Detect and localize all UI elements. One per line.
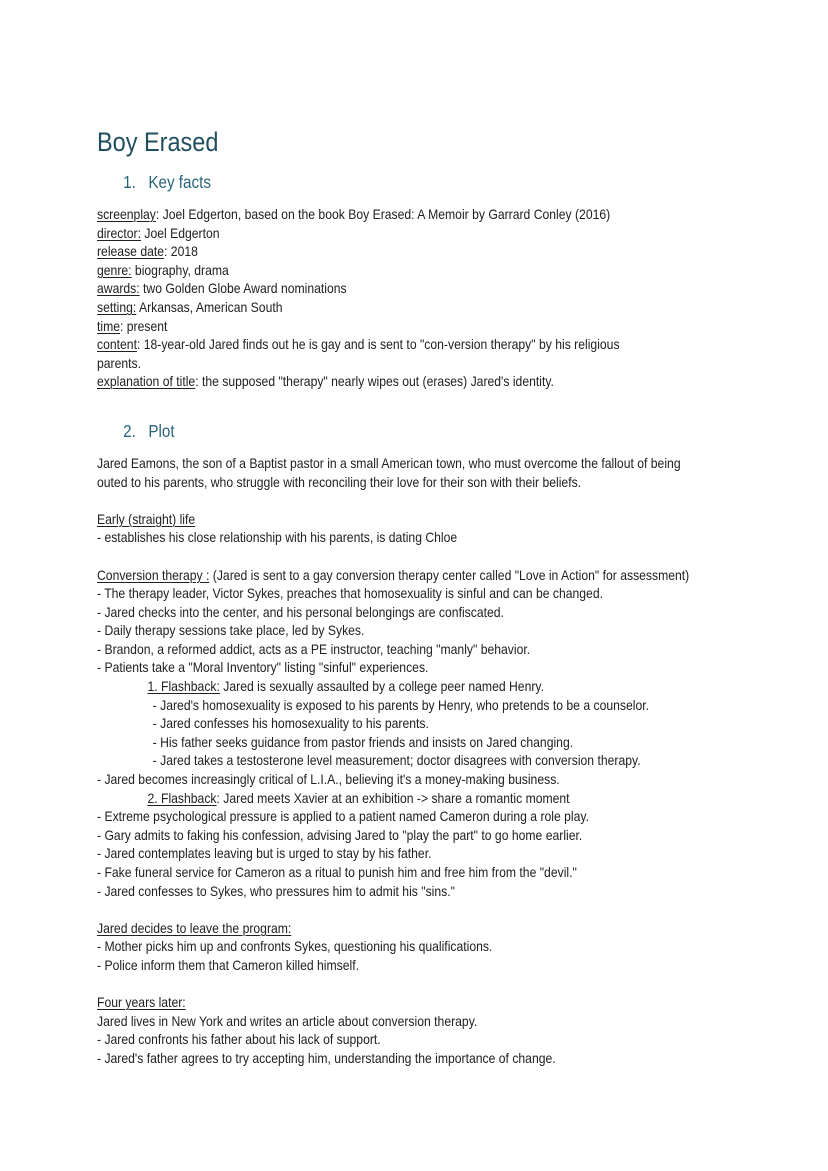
blank-line	[97, 547, 711, 566]
section	[97, 171, 711, 391]
doc-line: director: Joel Edgerton	[97, 224, 220, 241]
doc-line: 1. Flashback: Jared is sexually assaulted by a college peer named Henry.	[147, 678, 544, 695]
doc-line: setting: Arkansas, American South	[97, 298, 283, 315]
section-body	[97, 205, 711, 391]
doc-line: - The therapy leader, Victor Sykes, preaches that homosexuality is sinful and can be changed.	[97, 585, 604, 602]
doc-line: - Gary admits to faking his confession, advising Jared to "play the part" to go home earlier.	[97, 826, 583, 843]
doc-line: - Jared takes a testosterone level measurement; doctor disagrees with conversion therapy.	[152, 752, 641, 769]
doc-line: awards: two Golden Globe Award nominations	[97, 280, 347, 297]
doc-line: - Jared confesses his homosexuality to his parents.	[152, 715, 429, 732]
doc-line: content: 18-year-old Jared finds out he is gay and is sent to "con-version therapy" by his religious	[97, 336, 620, 353]
underlined-label: time	[97, 317, 121, 334]
doc-line: parents.	[97, 354, 142, 371]
doc-line: time: present	[97, 317, 168, 334]
underlined-label: release date	[97, 243, 165, 260]
doc-line	[97, 993, 711, 1012]
doc-line: - Extreme psychological pressure is applied to a patient named Cameron during a role play.	[97, 808, 589, 825]
doc-line: - Jared contemplates leaving but is urged to stay by his father.	[97, 845, 432, 862]
underlined-label: Early (straight) life	[97, 510, 196, 527]
section-number: 1.	[123, 172, 136, 192]
doc-line: - Jared checks into the center, and his personal belongings are confiscated.	[97, 603, 504, 620]
underlined-label: 2. Flashback	[147, 789, 217, 806]
section-number: 2.	[123, 420, 136, 441]
blank-line	[97, 900, 711, 919]
doc-line: - Mother picks him up and confronts Sykes, questioning his qualifications.	[97, 938, 493, 955]
doc-line: - Daily therapy sessions take place, led by Sykes.	[97, 622, 365, 639]
document-page	[97, 126, 711, 1068]
doc-line: - Jared becomes increasingly critical of L.I.A., believing it's a money-making business.	[97, 771, 560, 788]
underlined-label: awards:	[97, 280, 140, 297]
doc-line: - establishes his close relationship with his parents, is dating Chloe	[97, 529, 458, 546]
doc-line: - Police inform them that Cameron killed himself.	[97, 956, 359, 973]
doc-line: explanation of title: the supposed "therapy" nearly wipes out (erases) Jared's identity.	[97, 373, 554, 390]
underlined-label: genre:	[97, 261, 132, 278]
document-body	[97, 171, 711, 1068]
section-heading	[97, 420, 711, 443]
doc-line: - Jared's homosexuality is exposed to his parents by Henry, who pretends to be a counselor.	[152, 696, 650, 713]
doc-line	[97, 919, 711, 938]
doc-line: - Jared confronts his father about his lack of support.	[97, 1031, 381, 1048]
section-body	[97, 454, 711, 1068]
underlined-label: 1. Flashback:	[147, 678, 220, 695]
document-title: Boy Erased	[97, 127, 219, 157]
underlined-label: Conversion therapy :	[97, 566, 210, 583]
underlined-label: director:	[97, 224, 142, 241]
blank-line	[97, 491, 711, 510]
doc-line: genre: biography, drama	[97, 261, 229, 278]
doc-line: Jared Eamons, the son of a Baptist pastor in a small American town, who must overcome the fallout of being	[97, 454, 681, 471]
doc-line: Jared lives in New York and writes an article about conversion therapy.	[97, 1012, 478, 1029]
doc-line: - Jared confesses to Sykes, who pressures him to admit his "sins."	[97, 882, 455, 899]
underlined-label: content	[97, 336, 137, 353]
underlined-label: Jared decides to leave the program:	[97, 919, 292, 936]
underlined-label: explanation of title	[97, 373, 196, 390]
doc-line: - Brandon, a reformed addict, acts as a PE instructor, teaching "manly" behavior.	[97, 640, 531, 657]
doc-line: - Jared's father agrees to try accepting him, understanding the importance of change.	[97, 1049, 556, 1066]
doc-line: 2. Flashback: Jared meets Xavier at an exhibition -> share a romantic moment	[147, 789, 570, 806]
doc-line: - His father seeks guidance from pastor friends and insists on Jared changing.	[152, 733, 574, 750]
section-heading	[97, 171, 711, 194]
doc-line: - Fake funeral service for Cameron as a ritual to punish him and free him from the "devil."	[97, 864, 577, 880]
underlined-label: Four years later:	[97, 994, 186, 1011]
underlined-label: setting:	[97, 298, 137, 315]
doc-line: screenplay: Joel Edgerton, based on the book Boy Erased: A Memoir by Garrard Conley (2016)	[97, 206, 611, 222]
section-heading-label: Key facts	[148, 172, 211, 192]
section-heading-label: Plot	[148, 420, 175, 441]
doc-line: Conversion therapy : (Jared is sent to a gay conversion therapy center called "Love in Action" for assessment)	[97, 566, 690, 583]
blank-line	[97, 975, 711, 994]
doc-line: - Patients take a "Moral Inventory" listing "sinful" experiences.	[97, 659, 429, 676]
section	[97, 420, 711, 1068]
underlined-label: screenplay	[97, 206, 156, 222]
doc-line: release date: 2018	[97, 243, 198, 260]
doc-line: outed to his parents, who struggle with reconciling their love for their son with their beliefs.	[97, 473, 582, 490]
doc-line	[97, 510, 711, 529]
